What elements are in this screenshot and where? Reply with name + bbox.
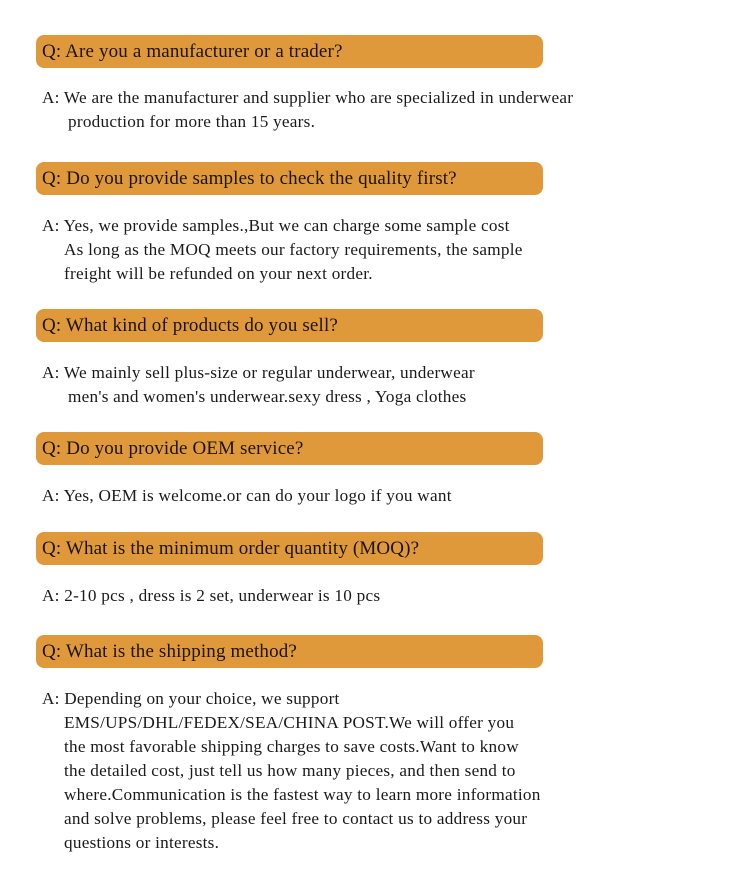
answer-line: A: We are the manufacturer and supplier who are specialized in underwear: [42, 88, 574, 107]
answer-line: A: Yes, we provide samples.,But we can charge some sample cost: [42, 216, 510, 235]
answer-text: [42, 214, 523, 286]
question-bar: Q: What is the shipping method?: [36, 635, 543, 668]
answer-line: and solve problems, please feel free to contact us to address your: [64, 809, 528, 828]
answer-line: A: 2-10 pcs , dress is 2 set, underwear is 10 pcs: [42, 586, 381, 605]
answer-line: A: We mainly sell plus-size or regular underwear, underwear: [42, 363, 475, 382]
question-bar: Q: Do you provide samples to check the quality first?: [36, 162, 543, 195]
question-bar: Q: Do you provide OEM service?: [36, 432, 543, 465]
answer-text: [42, 361, 475, 409]
answer-line: production for more than 15 years.: [68, 112, 316, 131]
question-bar: Q: What kind of products do you sell?: [36, 309, 543, 342]
answer-line: freight will be refunded on your next order.: [64, 264, 373, 283]
answer-line: A: Yes, OEM is welcome.or can do your logo if you want: [42, 486, 452, 505]
answer-line: As long as the MOQ meets our factory requirements, the sample: [64, 240, 523, 259]
answer-line: the most favorable shipping charges to save costs.Want to know: [64, 737, 519, 756]
answer-text: [42, 484, 452, 508]
answer-line: where.Communication is the fastest way to learn more information: [64, 785, 541, 804]
question-bar: Q: What is the minimum order quantity (MOQ)?: [36, 532, 543, 565]
question-bar: Q: Are you a manufacturer or a trader?: [36, 35, 543, 68]
answer-line: questions or interests.: [64, 833, 220, 852]
answer-text: [42, 687, 541, 855]
answer-text: [42, 86, 573, 134]
answer-text: [42, 584, 380, 608]
answer-line: the detailed cost, just tell us how many pieces, and then send to: [64, 761, 516, 780]
answer-line: EMS/UPS/DHL/FEDEX/SEA/CHINA POST.We will offer you: [64, 713, 515, 732]
answer-line: men's and women's underwear.sexy dress , Yoga clothes: [68, 387, 467, 406]
answer-line: A: Depending on your choice, we support: [42, 689, 340, 708]
